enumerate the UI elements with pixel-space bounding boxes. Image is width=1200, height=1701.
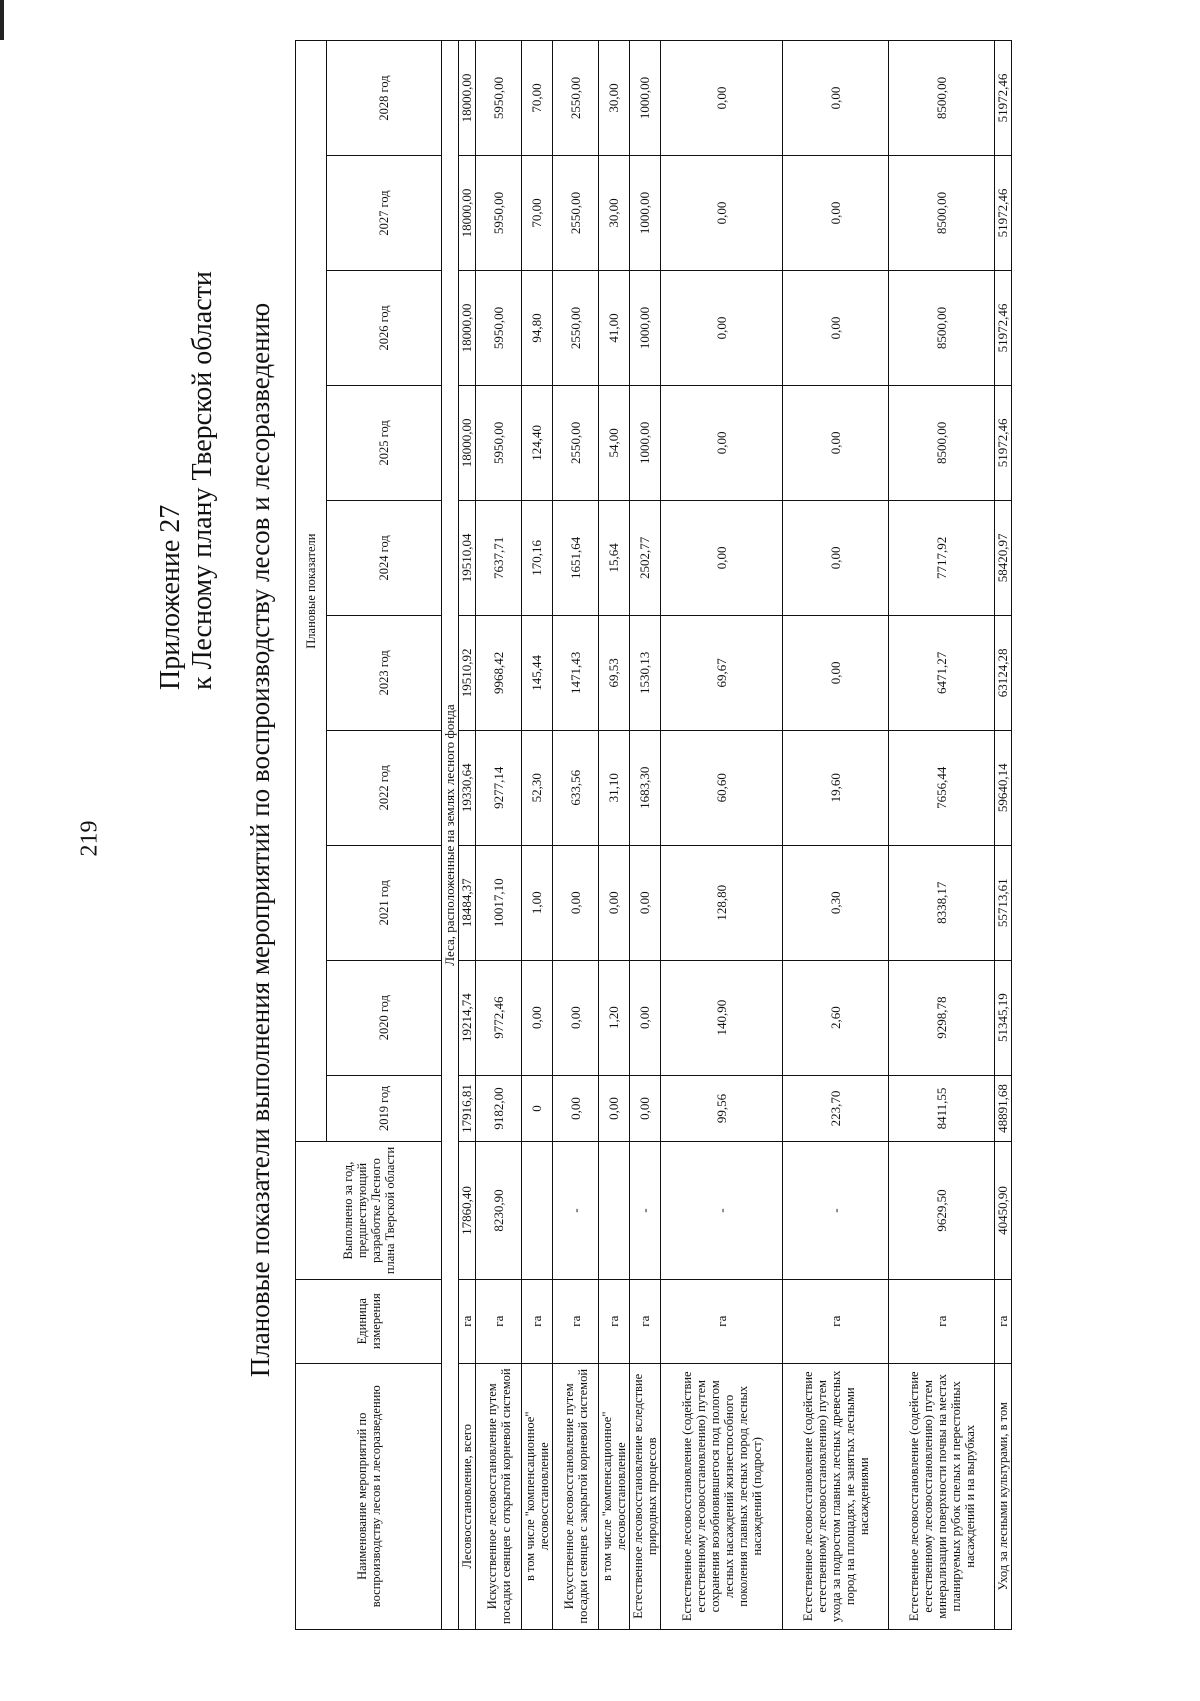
row-value-cell: 2502,77 (630, 500, 661, 615)
row-value-cell: 94,80 (522, 270, 553, 385)
appendix-line-2: к Лесному плану Тверской области (187, 271, 218, 690)
row-value-cell: 99,56 (661, 1075, 783, 1142)
row-value-cell: 0,00 (661, 41, 783, 156)
row-unit-cell: га (783, 1279, 889, 1363)
row-value-cell: 0,00 (783, 156, 889, 271)
table-row (599, 41, 630, 1630)
row-value-cell: 0,00 (661, 500, 783, 615)
section-heading: Леса, расположенные на землях лесного фонда (442, 41, 459, 1630)
row-value-cell: 1471,43 (553, 615, 599, 730)
row-value-cell: 9277,14 (476, 730, 522, 845)
row-value-cell: 60,60 (661, 730, 783, 845)
row-done-cell: 9629,50 (889, 1142, 995, 1280)
appendix-caption (155, 271, 219, 690)
row-name-cell: Искусственное лесовосстановление путем посадки сеянцев с открытой корневой системой (476, 1363, 522, 1629)
row-value-cell: 19510,92 (459, 615, 476, 730)
row-value-cell: 0,00 (599, 845, 630, 960)
row-value-cell: 0,00 (783, 615, 889, 730)
row-value-cell: 2550,00 (553, 385, 599, 500)
row-value-cell: 8338,17 (889, 845, 995, 960)
row-value-cell: 1,20 (599, 960, 630, 1075)
row-value-cell: 70,00 (522, 41, 553, 156)
row-done-cell (599, 1142, 630, 1280)
row-value-cell: 9298,78 (889, 960, 995, 1075)
row-value-cell: 2550,00 (553, 270, 599, 385)
table-row (783, 41, 889, 1630)
row-value-cell: 170,16 (522, 500, 553, 615)
row-value-cell: 51972,46 (995, 385, 1012, 500)
header-year: 2027 год (327, 156, 442, 271)
row-value-cell: 0,00 (783, 385, 889, 500)
row-value-cell: 145,44 (522, 615, 553, 730)
row-value-cell: 0,00 (661, 156, 783, 271)
row-value-cell: 19,60 (783, 730, 889, 845)
row-value-cell: 51972,46 (995, 270, 1012, 385)
row-value-cell: 6471,27 (889, 615, 995, 730)
row-done-cell: - (783, 1142, 889, 1280)
row-unit-cell: га (522, 1279, 553, 1363)
row-name-cell: Искусственное лесовосстановление путем посадки сеянцев с закрытой корневой системой (553, 1363, 599, 1629)
row-value-cell: 1683,30 (630, 730, 661, 845)
header-year: 2025 год (327, 385, 442, 500)
row-done-cell: 8230,90 (476, 1142, 522, 1280)
row-value-cell: 0,00 (783, 270, 889, 385)
row-value-cell: 7656,44 (889, 730, 995, 845)
row-unit-cell: га (599, 1279, 630, 1363)
row-value-cell: 63124,28 (995, 615, 1012, 730)
table-row (476, 41, 522, 1630)
header-planned: Плановые показатели (296, 41, 327, 1142)
row-value-cell: 10017,10 (476, 845, 522, 960)
row-value-cell: 0,00 (661, 270, 783, 385)
row-value-cell: 0,00 (599, 1075, 630, 1142)
row-value-cell: 1000,00 (630, 385, 661, 500)
row-value-cell: 128,80 (661, 845, 783, 960)
row-value-cell: 18000,00 (459, 156, 476, 271)
table-row (630, 41, 661, 1630)
row-value-cell: 41,00 (599, 270, 630, 385)
rotated-page-content (0, 20, 1010, 1660)
table-row (459, 41, 476, 1630)
row-value-cell: 0,00 (522, 960, 553, 1075)
row-value-cell: 31,10 (599, 730, 630, 845)
row-done-cell: 17860,40 (459, 1142, 476, 1280)
row-value-cell: 124,40 (522, 385, 553, 500)
appendix-line-1: Приложение 27 (155, 504, 186, 690)
row-value-cell: 7637,71 (476, 500, 522, 615)
row-value-cell: 58420,97 (995, 500, 1012, 615)
row-value-cell: 8411,55 (889, 1075, 995, 1142)
planned-indicators-table (295, 40, 1012, 1630)
row-name-cell: Уход за лесными культурами, в том (995, 1363, 1012, 1629)
row-value-cell: 9968,42 (476, 615, 522, 730)
row-name-cell: Естественное лесовосстановление (содействие естественному лесовосстановлению) путем ухода за подростом главных лесных древесных пород на площадях, не занятых лесными насаждениями (783, 1363, 889, 1629)
row-unit-cell: га (630, 1279, 661, 1363)
header-year: 2026 год (327, 270, 442, 385)
header-unit: Единица измерения (296, 1279, 442, 1363)
row-done-cell: - (630, 1142, 661, 1280)
row-value-cell: 2,60 (783, 960, 889, 1075)
row-value-cell: 1000,00 (630, 270, 661, 385)
row-value-cell: 140,90 (661, 960, 783, 1075)
row-name-cell: Естественное лесовосстановление (содействие естественному лесовосстановлению) путем сохранения возобновившегося под пологом лесных насаждений жизнеспособного поколения главных лесных пород лесных насаждений (подрост) (661, 1363, 783, 1629)
row-done-cell (522, 1142, 553, 1280)
row-value-cell: 5950,00 (476, 385, 522, 500)
row-name-cell: Лесовосстановление, всего (459, 1363, 476, 1629)
row-value-cell: 8500,00 (889, 41, 995, 156)
header-name: Наименование мероприятий по воспроизводству лесов и лесоразведению (296, 1363, 442, 1629)
row-value-cell: 18000,00 (459, 270, 476, 385)
row-unit-cell: га (661, 1279, 783, 1363)
row-unit-cell: га (995, 1279, 1012, 1363)
row-value-cell: 17916,81 (459, 1075, 476, 1142)
row-value-cell: 8500,00 (889, 385, 995, 500)
row-value-cell: 8500,00 (889, 156, 995, 271)
header-year: 2028 год (327, 41, 442, 156)
table-row (889, 41, 995, 1630)
row-name-cell: в том числе "компенсационное" лесовосстановление (522, 1363, 553, 1629)
row-value-cell: 30,00 (599, 156, 630, 271)
row-value-cell: 2550,00 (553, 41, 599, 156)
row-value-cell: 7717,92 (889, 500, 995, 615)
row-value-cell: 8500,00 (889, 270, 995, 385)
row-value-cell: 70,00 (522, 156, 553, 271)
row-done-cell: - (661, 1142, 783, 1280)
row-value-cell: 30,00 (599, 41, 630, 156)
table-body (442, 41, 1012, 1630)
row-value-cell: 0 (522, 1075, 553, 1142)
row-value-cell: 59640,14 (995, 730, 1012, 845)
row-value-cell: 0,00 (630, 845, 661, 960)
row-value-cell: 19330,64 (459, 730, 476, 845)
row-value-cell: 9772,46 (476, 960, 522, 1075)
row-value-cell: 19510,04 (459, 500, 476, 615)
row-value-cell: 0,00 (783, 41, 889, 156)
row-value-cell: 18000,00 (459, 41, 476, 156)
row-value-cell: 1000,00 (630, 41, 661, 156)
header-year: 2023 год (327, 615, 442, 730)
row-value-cell: 0,30 (783, 845, 889, 960)
row-value-cell: 1530,13 (630, 615, 661, 730)
row-unit-cell: га (459, 1279, 476, 1363)
row-done-cell: - (553, 1142, 599, 1280)
table-row (522, 41, 553, 1630)
row-unit-cell: га (553, 1279, 599, 1363)
row-value-cell: 0,00 (661, 385, 783, 500)
row-value-cell: 69,53 (599, 615, 630, 730)
row-value-cell: 19214,74 (459, 960, 476, 1075)
header-done: Выполнено за год, предшествующий разработке Лесного плана Тверской области (296, 1142, 442, 1280)
row-value-cell: 1,00 (522, 845, 553, 960)
row-value-cell: 633,56 (553, 730, 599, 845)
row-value-cell: 18484,37 (459, 845, 476, 960)
row-value-cell: 5950,00 (476, 156, 522, 271)
row-unit-cell: га (476, 1279, 522, 1363)
row-value-cell: 0,00 (553, 960, 599, 1075)
page-number: 219 (76, 820, 103, 857)
row-value-cell: 0,00 (630, 960, 661, 1075)
row-name-cell: Естественное лесовосстановление вследствие природных процессов (630, 1363, 661, 1629)
table-row (661, 41, 783, 1630)
row-value-cell: 2550,00 (553, 156, 599, 271)
row-value-cell: 1000,00 (630, 156, 661, 271)
row-done-cell: 40450,90 (995, 1142, 1012, 1280)
row-value-cell: 18000,00 (459, 385, 476, 500)
row-value-cell: 1651,64 (553, 500, 599, 615)
row-value-cell: 9182,00 (476, 1075, 522, 1142)
row-value-cell: 51972,46 (995, 156, 1012, 271)
header-year: 2021 год (327, 845, 442, 960)
row-value-cell: 5950,00 (476, 41, 522, 156)
row-value-cell: 54,00 (599, 385, 630, 500)
row-name-cell: в том числе "компенсационное" лесовосстановление (599, 1363, 630, 1629)
row-value-cell: 15,64 (599, 500, 630, 615)
row-value-cell: 55713,61 (995, 845, 1012, 960)
row-value-cell: 51972,46 (995, 41, 1012, 156)
table-row (553, 41, 599, 1630)
row-value-cell: 0,00 (630, 1075, 661, 1142)
row-value-cell: 0,00 (783, 500, 889, 615)
row-value-cell: 0,00 (553, 845, 599, 960)
row-value-cell: 0,00 (553, 1075, 599, 1142)
row-value-cell: 223,70 (783, 1075, 889, 1142)
row-value-cell: 69,67 (661, 615, 783, 730)
document-title: Плановые показатели выполнения мероприятий по воспроизводству лесов и лесоразведению (245, 302, 275, 1378)
row-unit-cell: га (889, 1279, 995, 1363)
header-year: 2024 год (327, 500, 442, 615)
row-value-cell: 48891,68 (995, 1075, 1012, 1142)
header-year: 2022 год (327, 730, 442, 845)
table-row (995, 41, 1012, 1630)
header-year: 2019 год (327, 1075, 442, 1142)
row-value-cell: 5950,00 (476, 270, 522, 385)
row-name-cell: Естественное лесовосстановление (содействие естественному лесовосстановлению) путем минерализации поверхности почвы на местах планируемых рубок спелых и перестойных насаждений и на вырубках (889, 1363, 995, 1629)
row-value-cell: 51345,19 (995, 960, 1012, 1075)
header-year: 2020 год (327, 960, 442, 1075)
row-value-cell: 52,30 (522, 730, 553, 845)
